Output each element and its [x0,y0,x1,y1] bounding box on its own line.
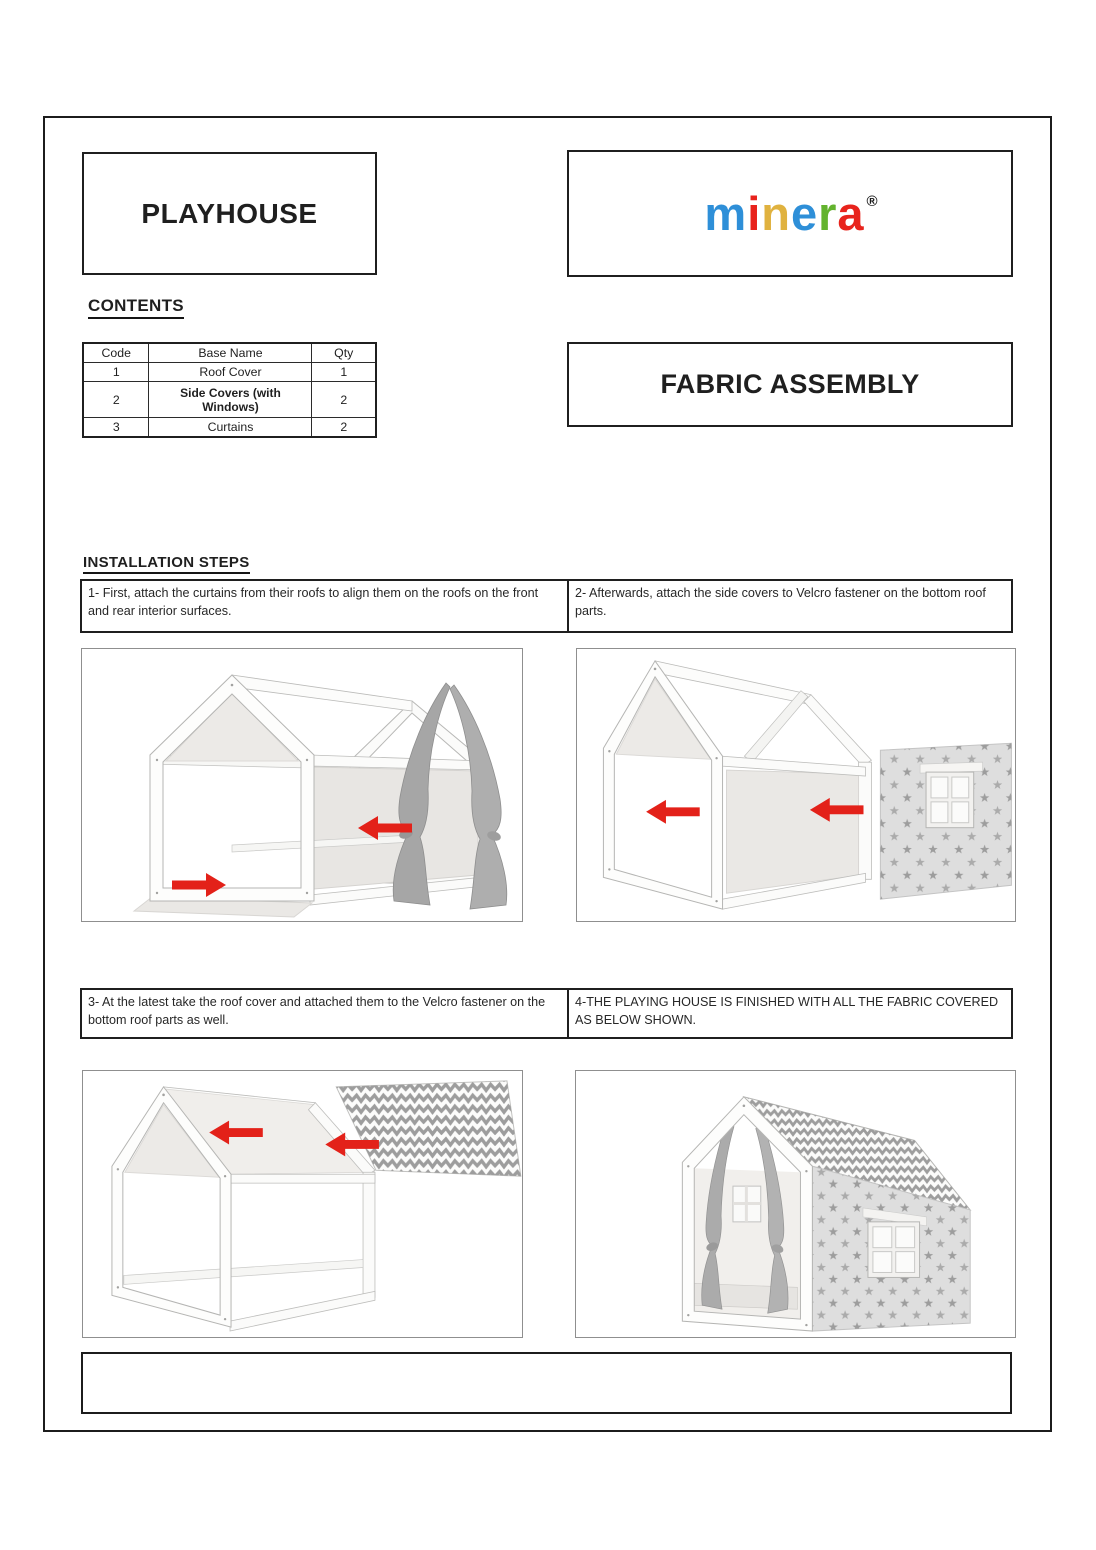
red-arrow-icon [646,800,700,824]
brand-letter: a [837,187,865,240]
step-4-image-box [575,1070,1016,1338]
contents-table [82,342,377,438]
contents-heading: CONTENTS [88,296,184,319]
step4-illustration [576,1071,1015,1337]
brand-logo-box [567,150,1013,277]
cell-code: 2 [83,382,149,418]
page-title: PLAYHOUSE [141,197,318,229]
table-row [83,418,376,438]
step-1-image-box [81,648,523,922]
side-window [868,1222,920,1278]
cover-window [926,772,974,828]
rear-post [859,762,872,879]
interior-window [733,1186,761,1222]
fabric-assembly-label: FABRIC ASSEMBLY [660,369,920,399]
table-row [83,382,376,418]
step-text-row-2 [80,988,1013,1039]
fabric-assembly-box [567,342,1013,427]
step-1-text: 1- First, attach the curtains from their roofs to align them on the roofs on the front and rear interior surfaces. [82,581,569,631]
eave-beam [230,1174,375,1183]
rear-slope-beam [744,691,808,762]
mid-rail [124,1260,363,1285]
installation-steps-heading: INSTALLATION STEPS [83,554,250,574]
cell-code: 3 [83,418,149,438]
step1-illustration [82,649,522,921]
step-2-text: 2- Afterwards, attach the side covers to Velcro fastener on the bottom roof parts. [575,586,986,618]
col-header-base-name: Base Name [149,343,312,363]
step-4-text: 4-THE PLAYING HOUSE IS FINISHED WITH ALL THE FABRIC COVERED AS BELOW SHOWN. [575,995,999,1027]
col-header-qty: Qty [312,343,376,363]
cell-name: Side Covers (with Windows) [149,382,312,418]
step-2-image-box [576,648,1016,922]
brand-letter: i [747,187,762,240]
product-title-box [82,152,377,275]
brand-letter: m [704,187,748,240]
cell-qty: 2 [312,418,376,438]
rear-slope-beam [804,695,872,766]
step3-illustration [83,1071,522,1337]
brand-letter: r [818,187,838,240]
step-text-row-1 [80,579,1013,633]
cell-qty: 2 [312,382,376,418]
registered-trademark-icon: ® [866,193,878,210]
minera-logo [704,187,878,240]
step2-illustration [577,649,1015,921]
step-3-image-box [82,1070,523,1338]
bottom-rail [230,1291,375,1331]
table-header-row [83,343,376,363]
side-panel [727,770,859,893]
cell-code: 1 [83,363,149,382]
brand-letter: e [790,187,819,240]
col-header-code: Code [83,343,149,363]
brand-letter: n [761,187,791,240]
table-row [83,363,376,382]
cell-name: Curtains [149,418,312,438]
cell-name: Roof Cover [149,363,312,382]
cell-qty: 1 [312,363,376,382]
velcro-strip [920,762,983,773]
step-3-text: 3- At the latest take the roof cover and attached them to the Velcro fastener on the bottom roof parts as well. [82,990,569,1037]
footer-empty-box [81,1352,1012,1414]
rear-post [363,1172,375,1297]
